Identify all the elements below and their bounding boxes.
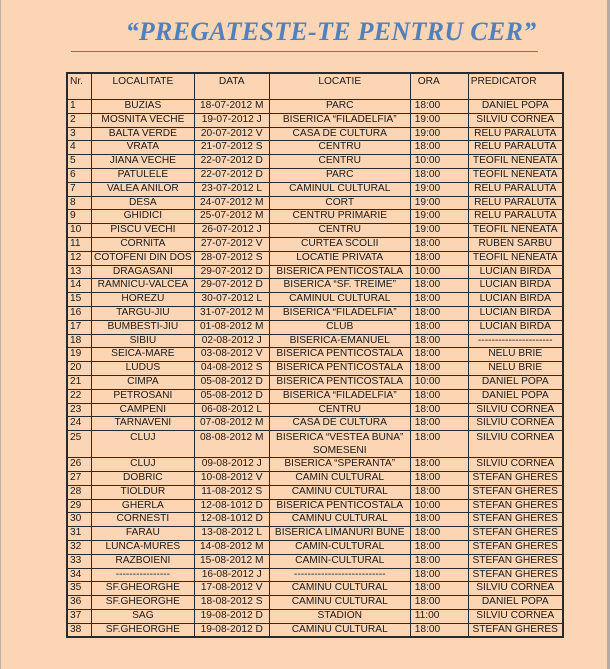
cell-ora: 19:00	[410, 224, 468, 238]
page-edge-left	[0, 0, 1, 669]
cell-data: 20-07-2012 V	[194, 127, 269, 141]
cell-locatie: CAMIN-CULTURAL	[269, 554, 410, 568]
cell-locatie: CAMINU CULTURAL	[269, 623, 410, 637]
cell-ora: 18:00	[410, 362, 468, 376]
cell-ora: 18:00	[410, 471, 468, 485]
cell-localitate: RAMNICU-VALCEA	[92, 279, 195, 293]
cell-data: 19-08-2012 D	[194, 623, 269, 637]
cell-predicator: STEFAN GHERES	[468, 527, 563, 541]
cell-nr: 23	[67, 403, 92, 417]
cell-data: 08-08-2012 M	[194, 431, 269, 458]
cell-ora: 10:00	[410, 375, 468, 389]
table-row	[67, 568, 563, 582]
cell-predicator: TEOFIL NENEATA	[468, 224, 563, 238]
cell-nr: 27	[67, 471, 92, 485]
table-row	[67, 237, 563, 251]
table-row	[67, 375, 563, 389]
header-predicator: PREDICATOR	[468, 73, 563, 100]
cell-locatie: CENTRU	[269, 403, 410, 417]
cell-locatie: CENTRU	[269, 224, 410, 238]
table-row	[67, 389, 563, 403]
cell-predicator: RELU PARALUTA	[468, 127, 563, 141]
cell-predicator: SILVIU CORNEA	[468, 113, 563, 127]
table-row	[67, 471, 563, 485]
cell-predicator: ----------------------	[468, 334, 563, 348]
cell-predicator: TEOFIL NENEATA	[468, 168, 563, 182]
cell-ora: 18:00	[410, 582, 468, 596]
cell-data: 04-08-2012 S	[194, 362, 269, 376]
cell-locatie: BISERICA-EMANUEL	[269, 334, 410, 348]
cell-localitate: DOBRIC	[92, 471, 195, 485]
header-nr: Nr.	[67, 73, 92, 100]
header-locatie: LOCATIE	[269, 73, 410, 100]
cell-locatie: PARC	[269, 100, 410, 114]
cell-predicator: DANIEL POPA	[468, 375, 563, 389]
cell-data: 12-08-1012 D	[194, 513, 269, 527]
cell-locatie: BISERICA PENTICOSTALA	[269, 265, 410, 279]
cell-locatie: CENTRU	[269, 141, 410, 155]
table-row	[67, 403, 563, 417]
cell-data: 21-07-2012 S	[194, 141, 269, 155]
cell-data: 30-07-2012 L	[194, 293, 269, 307]
cell-nr: 1	[67, 100, 92, 114]
cell-predicator: LUCIAN BIRDA	[468, 293, 563, 307]
header-data: DATA	[194, 73, 269, 100]
cell-nr: 31	[67, 527, 92, 541]
table-row	[67, 141, 563, 155]
cell-predicator: SILVIU CORNEA	[468, 609, 563, 623]
cell-nr: 3	[67, 127, 92, 141]
table-row	[67, 582, 563, 596]
cell-data: 19-08-2012 D	[194, 609, 269, 623]
cell-localitate: CIMPA	[92, 375, 195, 389]
table-row	[67, 210, 563, 224]
cell-ora: 11:00	[410, 609, 468, 623]
cell-localitate: COTOFENI DIN DOS	[92, 251, 195, 265]
cell-ora: 19:00	[410, 182, 468, 196]
cell-localitate: VRATA	[92, 141, 195, 155]
cell-locatie: LOCATIE PRIVATA	[269, 251, 410, 265]
table-row	[67, 279, 563, 293]
cell-locatie: CASA DE CULTURA	[269, 417, 410, 431]
table-row	[67, 293, 563, 307]
table-body	[67, 100, 563, 638]
cell-nr: 7	[67, 182, 92, 196]
table-row	[67, 113, 563, 127]
cell-ora: 19:00	[410, 113, 468, 127]
cell-predicator: LUCIAN BIRDA	[468, 320, 563, 334]
cell-predicator: STEFAN GHERES	[468, 623, 563, 637]
cell-localitate: HOREZU	[92, 293, 195, 307]
cell-nr: 33	[67, 554, 92, 568]
cell-predicator: LUCIAN BIRDA	[468, 306, 563, 320]
cell-nr: 14	[67, 279, 92, 293]
cell-localitate: GHERLA	[92, 499, 195, 513]
cell-predicator: SILVIU CORNEA	[468, 403, 563, 417]
cell-ora: 18:00	[410, 251, 468, 265]
table-row	[67, 623, 563, 637]
cell-locatie: BISERICA “VESTEA BUNA” SOMESENI	[269, 431, 410, 458]
cell-predicator: LUCIAN BIRDA	[468, 265, 563, 279]
table-row	[67, 417, 563, 431]
cell-nr: 29	[67, 499, 92, 513]
cell-nr: 5	[67, 155, 92, 169]
cell-localitate: GHIDICI	[92, 210, 195, 224]
cell-locatie: BISERICA “FILADELFIA”	[269, 113, 410, 127]
cell-data: 07-08-2012 M	[194, 417, 269, 431]
cell-locatie: CAMINUL CULTURAL	[269, 293, 410, 307]
cell-data: 22-07-2012 D	[194, 168, 269, 182]
cell-nr: 17	[67, 320, 92, 334]
cell-predicator: SILVIU CORNEA	[468, 417, 563, 431]
cell-predicator: DANIEL POPA	[468, 389, 563, 403]
table-row	[67, 431, 563, 458]
cell-locatie: CAMIN CULTURAL	[269, 471, 410, 485]
cell-predicator: SILVIU CORNEA	[468, 458, 563, 472]
cell-localitate: SAG	[92, 609, 195, 623]
cell-data: 15-08-2012 M	[194, 554, 269, 568]
cell-predicator: SILVIU CORNEA	[468, 582, 563, 596]
cell-nr: 34	[67, 568, 92, 582]
cell-locatie: CASA DE CULTURA	[269, 127, 410, 141]
cell-localitate: DRAGASANI	[92, 265, 195, 279]
cell-nr: 37	[67, 609, 92, 623]
cell-nr: 38	[67, 623, 92, 637]
table-row	[67, 362, 563, 376]
cell-data: 23-07-2012 L	[194, 182, 269, 196]
table-row	[67, 100, 563, 114]
cell-nr: 9	[67, 210, 92, 224]
cell-predicator: RELU PARALUTA	[468, 182, 563, 196]
cell-predicator: LUCIAN BIRDA	[468, 279, 563, 293]
cell-localitate: LUNCA-MURES	[92, 540, 195, 554]
cell-data: 18-08-2012 S	[194, 596, 269, 610]
header-localitate: LOCALITATE	[92, 73, 195, 100]
cell-data: 10-08-2012 V	[194, 471, 269, 485]
cell-localitate: BUMBESTI-JIU	[92, 320, 195, 334]
cell-localitate: BUZIAS	[92, 100, 195, 114]
cell-data: 03-08-2012 V	[194, 348, 269, 362]
cell-ora: 18:00	[410, 141, 468, 155]
table-row	[67, 334, 563, 348]
cell-localitate: JIANA VECHE	[92, 155, 195, 169]
cell-ora: 18:00	[410, 237, 468, 251]
cell-localitate: PETROSANI	[92, 389, 195, 403]
cell-locatie: CURTEA SCOLII	[269, 237, 410, 251]
cell-ora: 18:00	[410, 458, 468, 472]
table-row	[67, 540, 563, 554]
cell-data: 26-07-2012 J	[194, 224, 269, 238]
cell-localitate: CLUJ	[92, 431, 195, 458]
cell-locatie: CORT	[269, 196, 410, 210]
cell-ora: 18:00	[410, 306, 468, 320]
table-row	[67, 265, 563, 279]
cell-data: 05-08-2012 D	[194, 375, 269, 389]
table-row	[67, 182, 563, 196]
cell-data: 09-08-2012 J	[194, 458, 269, 472]
cell-nr: 26	[67, 458, 92, 472]
cell-ora: 18:00	[410, 100, 468, 114]
schedule-table	[66, 72, 564, 638]
cell-nr: 36	[67, 596, 92, 610]
table-row	[67, 527, 563, 541]
cell-nr: 13	[67, 265, 92, 279]
cell-ora: 18:00	[410, 403, 468, 417]
cell-locatie: BISERICA LIMANURI BUNE	[269, 527, 410, 541]
cell-ora: 18:00	[410, 596, 468, 610]
cell-nr: 25	[67, 431, 92, 458]
cell-ora: 10:00	[410, 499, 468, 513]
cell-nr: 2	[67, 113, 92, 127]
cell-data: 18-07-2012 M	[194, 100, 269, 114]
cell-locatie: CLUB	[269, 320, 410, 334]
cell-nr: 18	[67, 334, 92, 348]
cell-ora: 18:00	[410, 554, 468, 568]
cell-nr: 24	[67, 417, 92, 431]
cell-locatie: CAMINU CULTURAL	[269, 582, 410, 596]
cell-predicator: STEFAN GHERES	[468, 568, 563, 582]
cell-localitate: SF.GHEORGHE	[92, 582, 195, 596]
cell-ora: 18:00	[410, 334, 468, 348]
cell-locatie: CAMINU CULTURAL	[269, 485, 410, 499]
cell-localitate: TARNAVENI	[92, 417, 195, 431]
cell-ora: 18:00	[410, 431, 468, 458]
cell-nr: 8	[67, 196, 92, 210]
cell-localitate: CLUJ	[92, 458, 195, 472]
cell-locatie: CAMINUL CULTURAL	[269, 182, 410, 196]
cell-nr: 19	[67, 348, 92, 362]
cell-predicator: NELU BRIE	[468, 348, 563, 362]
cell-ora: 18:00	[410, 568, 468, 582]
table-row	[67, 251, 563, 265]
cell-locatie: BISERICA PENTICOSTALA	[269, 499, 410, 513]
cell-locatie: BISERICA PENTICOSTALA	[269, 348, 410, 362]
cell-data: 24-07-2012 M	[194, 196, 269, 210]
cell-predicator: RELU PARALUTA	[468, 196, 563, 210]
cell-ora: 18:00	[410, 168, 468, 182]
cell-ora: 10:00	[410, 155, 468, 169]
cell-data: 29-07-2012 D	[194, 265, 269, 279]
cell-locatie: CENTRU	[269, 155, 410, 169]
cell-localitate: MOSNITA VECHE	[92, 113, 195, 127]
table-row	[67, 224, 563, 238]
cell-locatie: BISERICA “FILADELFIA”	[269, 306, 410, 320]
cell-nr: 12	[67, 251, 92, 265]
cell-locatie: BISERICA PENTICOSTALA	[269, 362, 410, 376]
cell-predicator: STEFAN GHERES	[468, 513, 563, 527]
cell-predicator: NELU BRIE	[468, 362, 563, 376]
cell-data: 02-08-2012 J	[194, 334, 269, 348]
cell-data: 12-08-1012 D	[194, 499, 269, 513]
cell-locatie: CENTRU PRIMARIE	[269, 210, 410, 224]
table-row	[67, 348, 563, 362]
cell-localitate: BALTA VERDE	[92, 127, 195, 141]
cell-locatie: CAMIN-CULTURAL	[269, 540, 410, 554]
cell-locatie: CAMINU CULTURAL	[269, 513, 410, 527]
cell-predicator: STEFAN GHERES	[468, 471, 563, 485]
table-row	[67, 554, 563, 568]
cell-predicator: RELU PARALUTA	[468, 210, 563, 224]
cell-nr: 21	[67, 375, 92, 389]
table-row	[67, 320, 563, 334]
table-row	[67, 513, 563, 527]
cell-ora: 18:00	[410, 485, 468, 499]
cell-nr: 20	[67, 362, 92, 376]
cell-nr: 32	[67, 540, 92, 554]
table-row	[67, 609, 563, 623]
cell-localitate: PISCU VECHI	[92, 224, 195, 238]
cell-localitate: TIOLDUR	[92, 485, 195, 499]
cell-locatie: STADION	[269, 609, 410, 623]
cell-ora: 19:00	[410, 210, 468, 224]
cell-nr: 35	[67, 582, 92, 596]
cell-locatie: BISERICA “SPERANTA”	[269, 458, 410, 472]
cell-predicator: SILVIU CORNEA	[468, 431, 563, 458]
cell-locatie: ---------------------------	[269, 568, 410, 582]
cell-localitate: RAZBOIENI	[92, 554, 195, 568]
cell-nr: 15	[67, 293, 92, 307]
cell-localitate: SF.GHEORGHE	[92, 596, 195, 610]
cell-localitate: SEICA-MARE	[92, 348, 195, 362]
cell-localitate: CORNITA	[92, 237, 195, 251]
cell-ora: 19:00	[410, 127, 468, 141]
cell-nr: 6	[67, 168, 92, 182]
cell-ora: 19:00	[410, 196, 468, 210]
cell-localitate: PATULELE	[92, 168, 195, 182]
cell-data: 28-07-2012 S	[194, 251, 269, 265]
cell-predicator: DANIEL POPA	[468, 596, 563, 610]
document-title: “PREGATESTE-TE PENTRU CER”	[125, 17, 537, 46]
cell-predicator: STEFAN GHERES	[468, 554, 563, 568]
cell-nr: 30	[67, 513, 92, 527]
cell-ora: 18:00	[410, 623, 468, 637]
cell-data: 25-07-2012 M	[194, 210, 269, 224]
cell-ora: 18:00	[410, 293, 468, 307]
header-ora: ORA	[410, 73, 468, 100]
cell-nr: 28	[67, 485, 92, 499]
cell-locatie: PARC	[269, 168, 410, 182]
cell-nr: 10	[67, 224, 92, 238]
cell-nr: 11	[67, 237, 92, 251]
cell-data: 29-07-2012 D	[194, 279, 269, 293]
cell-data: 05-08-2012 D	[194, 389, 269, 403]
cell-data: 27-07-2012 V	[194, 237, 269, 251]
cell-localitate: LUDUS	[92, 362, 195, 376]
table-row	[67, 306, 563, 320]
cell-localitate: SF.GHEORGHE	[92, 623, 195, 637]
table-row	[67, 155, 563, 169]
cell-ora: 18:00	[410, 389, 468, 403]
cell-ora: 10:00	[410, 265, 468, 279]
cell-ora: 18:00	[410, 540, 468, 554]
cell-localitate: VALEA ANILOR	[92, 182, 195, 196]
cell-predicator: STEFAN GHERES	[468, 499, 563, 513]
cell-nr: 16	[67, 306, 92, 320]
cell-locatie: CAMINU CULTURAL	[269, 596, 410, 610]
cell-localitate: CAMPENI	[92, 403, 195, 417]
table-header-row	[67, 73, 563, 100]
table-row	[67, 196, 563, 210]
cell-data: 06-08-2012 L	[194, 403, 269, 417]
cell-localitate: TARGU-JIU	[92, 306, 195, 320]
cell-predicator: STEFAN GHERES	[468, 485, 563, 499]
cell-data: 19-07-2012 J	[194, 113, 269, 127]
cell-localitate: ----------------	[92, 568, 195, 582]
cell-data: 14-08-2012 M	[194, 540, 269, 554]
cell-predicator: TEOFIL NENEATA	[468, 155, 563, 169]
cell-predicator: DANIEL POPA	[468, 100, 563, 114]
cell-data: 22-07-2012 D	[194, 155, 269, 169]
cell-data: 17-08-2012 V	[194, 582, 269, 596]
table-row	[67, 485, 563, 499]
cell-localitate: SIBIU	[92, 334, 195, 348]
cell-nr: 4	[67, 141, 92, 155]
cell-localitate: DESA	[92, 196, 195, 210]
table-row	[67, 596, 563, 610]
cell-ora: 18:00	[410, 320, 468, 334]
cell-localitate: CORNESTI	[92, 513, 195, 527]
cell-predicator: RUBEN SARBU	[468, 237, 563, 251]
cell-predicator: RELU PARALUTA	[468, 141, 563, 155]
table-row	[67, 458, 563, 472]
cell-predicator: STEFAN GHERES	[468, 540, 563, 554]
table-row	[67, 127, 563, 141]
cell-locatie: BISERICA “FILADELFIA”	[269, 389, 410, 403]
cell-ora: 18:00	[410, 513, 468, 527]
cell-locatie: BISERICA PENTICOSTALA	[269, 375, 410, 389]
cell-data: 16-08-2012 J	[194, 568, 269, 582]
cell-locatie: BISERICA “SF. TREIME”	[269, 279, 410, 293]
table-row	[67, 168, 563, 182]
cell-data: 31-07-2012 M	[194, 306, 269, 320]
cell-localitate: FARAU	[92, 527, 195, 541]
title-underline	[71, 51, 538, 52]
cell-ora: 18:00	[410, 279, 468, 293]
cell-data: 11-08-2012 S	[194, 485, 269, 499]
cell-ora: 18:00	[410, 527, 468, 541]
cell-data: 01-08-2012 M	[194, 320, 269, 334]
cell-data: 13-08-2012 L	[194, 527, 269, 541]
cell-nr: 22	[67, 389, 92, 403]
cell-ora: 18:00	[410, 348, 468, 362]
table-row	[67, 499, 563, 513]
cell-predicator: TEOFIL NENEATA	[468, 251, 563, 265]
cell-ora: 18:00	[410, 417, 468, 431]
